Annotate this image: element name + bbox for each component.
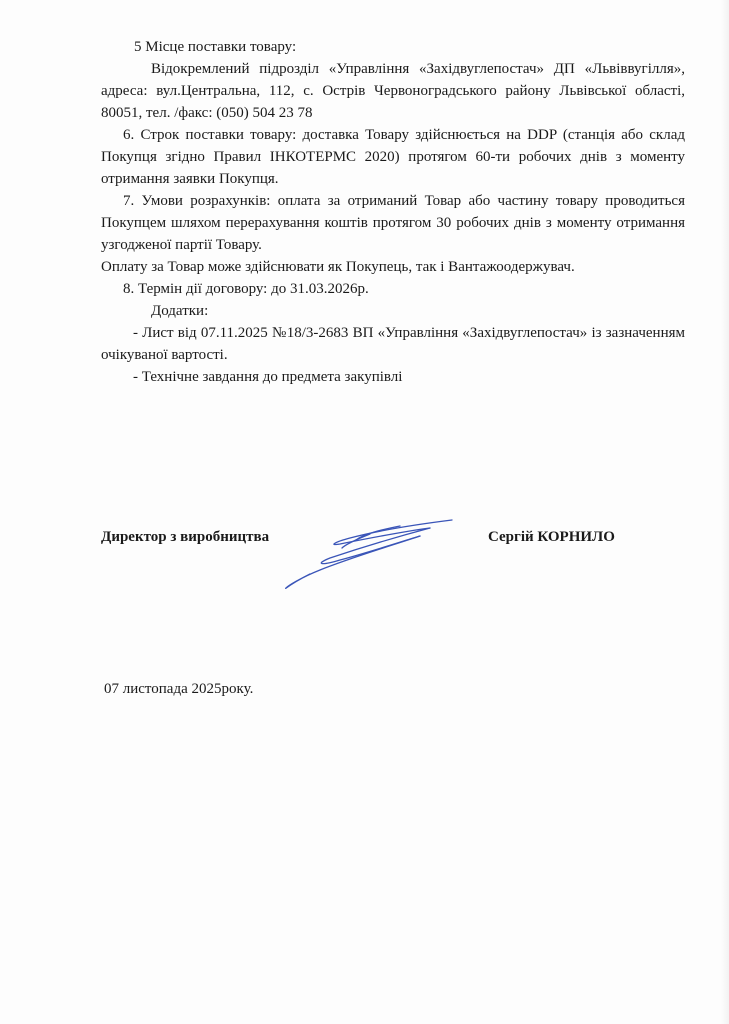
handwritten-signature: [280, 514, 460, 594]
signatory-title: Директор з виробництва: [101, 529, 270, 545]
attachment-item-spec: - Технічне завдання до предмета закупівлі: [133, 369, 403, 385]
document-date: 07 листопада 2025року.: [104, 681, 254, 697]
payment-payer-paragraph: Оплату за Товар може здійснювати як Покупець, так і Вантажоодержувач.: [101, 259, 575, 275]
page-edge: [721, 0, 729, 1024]
signatory-name: Сергій КОРНИЛО: [488, 529, 615, 545]
contract-term-paragraph: 8. Термін дії договору: до 31.03.2026р.: [123, 281, 369, 297]
document-body: [101, 36, 685, 388]
attachment-item-letter: - Лист від 07.11.2025 №18/3-2683 ВП «Управління «Західвуглепостач» із зазначенням очікуваної вартості.: [101, 325, 685, 363]
delivery-place-heading: 5 Місце поставки товару:: [134, 39, 297, 55]
payment-terms-paragraph: 7. Умови розрахунків: оплата за отриманий Товар або частину товару проводиться Покупцем шляхом перерахування коштів протягом 30 робочих днів з моменту отримання узгодженої партії Товару.: [101, 193, 685, 253]
attachments-heading: Додатки:: [151, 303, 209, 319]
delivery-term-paragraph: 6. Строк поставки товару: доставка Товару здійснюється на DDP (станція або склад Покупця згідно Правил ІНКОТЕРМС 2020) протягом 60-ти робочих днів з моменту отримання заявки Покупця.: [101, 127, 685, 187]
delivery-place-address: Відокремлений підрозділ «Управління «Західвуглепостач» ДП «Львіввугілля», адреса: вул.Центральна, 112, с. Острів Червоноградського району Львівської області, 80051, тел. /факс: (050) 504 23 78: [101, 61, 685, 121]
